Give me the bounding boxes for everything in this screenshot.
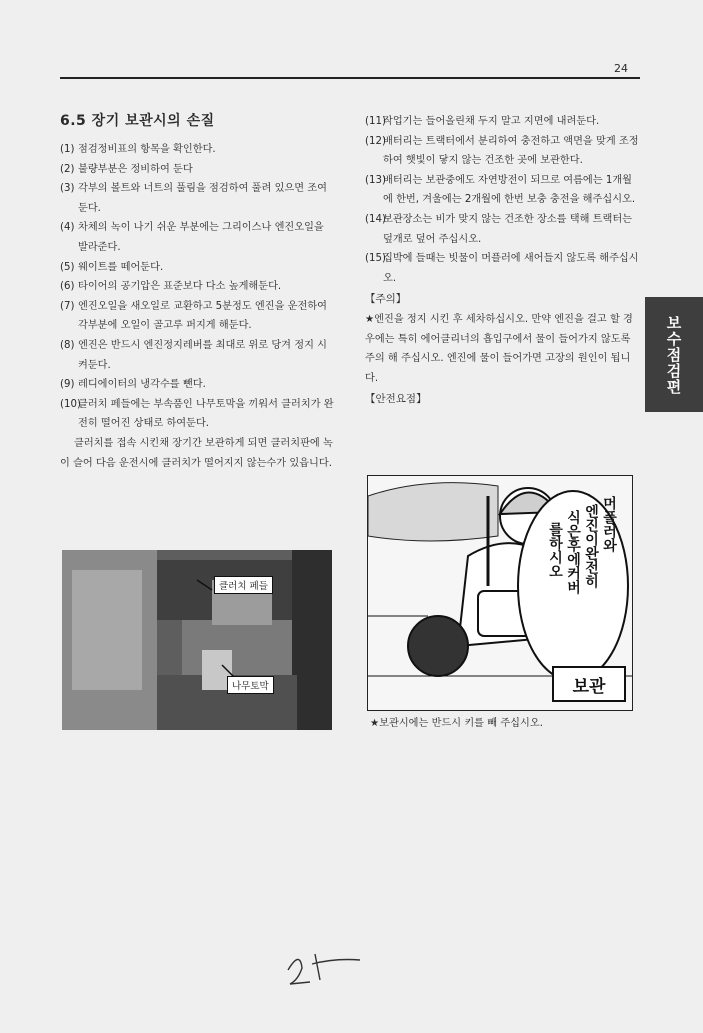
bubble-line-4: 를하시오 <box>547 522 563 578</box>
item-number: (9) <box>60 379 75 391</box>
clutch-photo <box>62 550 332 730</box>
item-number: (12) <box>365 135 386 147</box>
item-number: (13) <box>365 174 386 186</box>
bubble-line-1: 머플러와 <box>601 496 617 552</box>
item-text: 웨이트를 떼어둔다. <box>78 261 164 273</box>
item-number: (15) <box>365 253 386 265</box>
wood-block-label: 나무토막 <box>227 676 274 694</box>
item-text: 레디에이터의 냉각수를 뺀다. <box>78 379 206 391</box>
item-number: (1) <box>60 144 75 155</box>
list-item <box>365 171 640 210</box>
item-number: (14) <box>365 213 386 225</box>
caution-text: ★엔진을 정지 시킨 후 세차하십시오. 만약 엔진을 걸고 할 경우에는 특히 에어클리너의 흡입구에서 물이 들어가지 않도록 주의 해 주십시오. 엔진에 물이 들어가면 고장의 원인이 됩니다. <box>365 313 633 384</box>
list-item <box>365 249 640 288</box>
header-rule <box>60 77 640 79</box>
list-item <box>60 297 335 336</box>
list-item <box>60 258 335 278</box>
item-text: 집박에 들때는 빗물이 머플러에 새어들지 않도록 해주십시오. <box>383 253 639 284</box>
list-item <box>60 218 335 257</box>
clutch-pedal-label: 클러치 페들 <box>214 576 273 594</box>
item-text: 보관장소는 비가 맞지 않는 건조한 장소를 택해 트랙터는 덮개로 덮어 주십시오. <box>383 213 633 245</box>
item-text: 클러치 페들에는 부속품인 나무토막을 끼워서 클러치가 완전히 떨어진 상태로 하여둔다. <box>78 398 334 430</box>
item-number: (8) <box>60 339 75 351</box>
page-number: 24 <box>614 62 628 75</box>
item-text: 배터리는 보관중에도 자연방전이 되므로 여름에는 1개월에 한번, 겨울에는 2개월에 한번 보충 충전을 해주십시오. <box>383 174 636 206</box>
item-text: 타이어의 공기압은 표준보다 다소 높게해둔다. <box>78 281 282 293</box>
list-item <box>60 140 335 160</box>
section-title: 6.5 장기 보관시의 손질 <box>60 113 215 129</box>
list-item <box>60 336 335 375</box>
item-number: (4) <box>60 222 75 234</box>
side-tab: 보수점검편 <box>645 297 703 412</box>
item-text: 배터리는 트랙터에서 분리하여 충전하고 액면을 맞게 조정하여 햇빛이 닿지 않는 건조한 곳에 보관한다. <box>383 135 639 167</box>
list-item <box>60 395 335 434</box>
item-number: (2) <box>60 163 75 175</box>
clutch-note: 클러치를 접속 시킨채 장기간 보관하게 되면 클러치판에 녹이 슬어 다음 운전시에 클러치가 떨어지지 않는수가 있읍니다. <box>60 437 333 469</box>
item-number: (3) <box>60 183 75 195</box>
item-text: 엔진오일을 새오일로 교환하고 5분정도 엔진을 운전하여 각부분에 오일이 골고루 퍼지게 해둔다. <box>78 300 328 332</box>
right-column <box>365 112 640 410</box>
list-item <box>365 132 640 171</box>
item-text: 점검정비표의 항목을 확인한다. <box>78 144 216 155</box>
list-item <box>60 160 335 180</box>
handwritten-signature <box>280 940 370 990</box>
list-item <box>60 277 335 297</box>
item-number: (6) <box>60 281 75 293</box>
item-text: 차체의 녹이 나기 쉬운 부분에는 그리이스나 엔진오일을 발라준다. <box>78 222 324 253</box>
item-number: (7) <box>60 300 75 312</box>
safety-cartoon <box>367 475 633 711</box>
item-text: 불량부분은 정비하여 둔다 <box>78 163 193 175</box>
storage-stamp: 보관 <box>552 666 626 702</box>
clutch-photo-image <box>62 550 332 730</box>
cartoon-caption: ★보관시에는 반드시 키를 빼 주십시오. <box>370 718 543 729</box>
right-item-list <box>365 112 640 288</box>
list-item <box>365 210 640 249</box>
list-item <box>60 375 335 395</box>
safety-header: 【안전요점】 <box>365 393 427 406</box>
left-item-list <box>60 140 335 434</box>
bubble-line-3: 식은후에커버 <box>565 510 581 594</box>
item-number: (10) <box>60 398 81 410</box>
item-text: 작업기는 들어올린채 두지 말고 지면에 내려둔다. <box>383 116 600 127</box>
left-column <box>60 110 335 473</box>
list-item <box>365 112 640 132</box>
caution-header: 【주의】 <box>365 293 407 306</box>
bubble-line-2: 엔진이완전히 <box>583 504 599 588</box>
list-item <box>60 179 335 218</box>
item-number: (11) <box>365 116 386 127</box>
item-number: (5) <box>60 261 75 273</box>
item-text: 엔진은 반드시 엔진정지레버를 최대로 위로 당겨 정지 시켜둔다. <box>78 339 328 371</box>
item-text: 각부의 볼트와 너트의 풀림을 점검하여 풀려 있으면 조여둔다. <box>78 183 328 214</box>
